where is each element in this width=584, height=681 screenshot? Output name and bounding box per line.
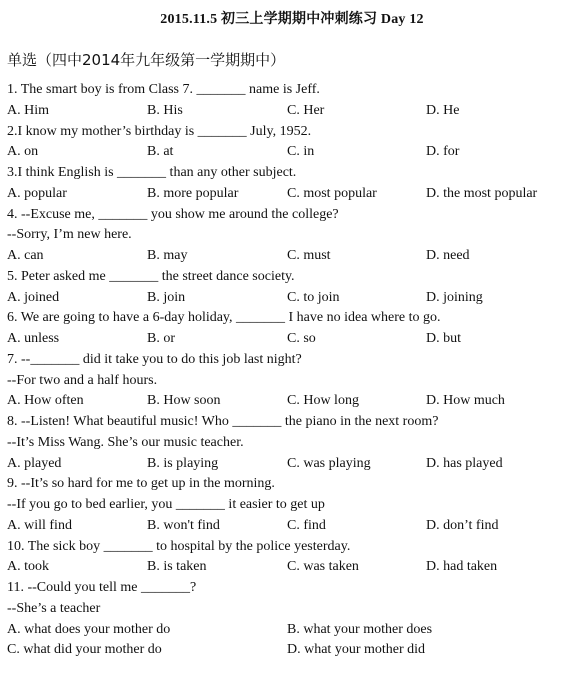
options-row: [7, 391, 582, 412]
question-3: [7, 163, 582, 205]
dialogue-line: --She’s a teacher: [7, 600, 101, 616]
options-row: [7, 454, 582, 475]
options-row: [7, 557, 582, 578]
options-row: [7, 288, 582, 309]
question-6: [7, 308, 582, 350]
option-d: D. has played: [426, 455, 503, 471]
question-stem: 7. --_______ did it take you to do this job last night?: [7, 351, 302, 367]
options-row: [7, 184, 582, 205]
option-d: D. need: [426, 248, 470, 263]
option-c: C. most popular: [287, 185, 377, 201]
option-a: A. will find: [7, 517, 72, 533]
question-stem: 6. We are going to have a 6-day holiday, _______ I have no idea where to go.: [7, 310, 441, 326]
option-c: C. Her: [287, 102, 325, 118]
option-c: C. was playing: [287, 455, 371, 471]
option-a: A. took: [7, 559, 49, 575]
question-8: [7, 412, 582, 474]
option-b: B. won't find: [147, 517, 220, 533]
option-d: D. for: [426, 144, 460, 160]
option-a: A. joined: [7, 289, 60, 305]
option-b: B. is taken: [147, 559, 207, 575]
question-4: [7, 205, 582, 267]
option-c: C. to join: [287, 289, 340, 305]
dialogue-line: --If you go to bed earlier, you _______ it easier to get up: [7, 497, 325, 512]
question-5: [7, 267, 582, 309]
section-heading: 单选（四中2014年九年级第一学期期中）: [7, 51, 286, 69]
option-c: C. so: [287, 331, 316, 346]
question-10: [7, 537, 582, 579]
options-row: [7, 142, 582, 163]
question-stem: 5. Peter asked me _______ the street dance society.: [7, 268, 295, 284]
option-a: A. what does your mother do: [7, 621, 171, 637]
option-d: D. How much: [426, 393, 505, 409]
dialogue-line: --For two and a half hours.: [7, 372, 158, 388]
option-c: C. How long: [287, 393, 359, 409]
option-a: A. on: [7, 144, 39, 160]
option-c: C. was taken: [287, 559, 359, 575]
option-d: D. had taken: [426, 559, 498, 575]
question-stem: 4. --Excuse me, _______ you show me around the college?: [7, 206, 339, 222]
question-11: [7, 578, 582, 661]
question-7: [7, 350, 582, 412]
option-b: B. may: [147, 248, 188, 263]
question-stem: 9. --It’s so hard for me to get up in the morning.: [7, 476, 275, 492]
option-b: B. more popular: [147, 185, 239, 201]
options-row: [7, 246, 582, 267]
option-d: D. He: [426, 102, 460, 118]
option-c: C. must: [287, 248, 331, 263]
option-a: A. popular: [7, 185, 67, 201]
option-a: A. can: [7, 248, 44, 263]
option-b: B. join: [147, 289, 186, 305]
question-stem: 1. The smart boy is from Class 7. _______ name is Jeff.: [7, 82, 320, 97]
question-stem: 11. --Could you tell me _______?: [7, 580, 197, 595]
dialogue-line: --Sorry, I’m new here.: [7, 227, 132, 243]
question-9: [7, 474, 582, 536]
option-c: C. in: [287, 144, 315, 160]
options-row: [7, 101, 582, 122]
option-d: D. don’t find: [426, 517, 499, 533]
dialogue-line: --It’s Miss Wang. She’s our music teacher.: [7, 434, 244, 450]
option-b: B. is playing: [147, 455, 219, 471]
option-d: D. joining: [426, 289, 483, 305]
option-b: B. at: [147, 144, 174, 160]
options-row: [7, 329, 582, 350]
option-c: C. find: [287, 517, 326, 533]
options-row: [7, 640, 582, 661]
option-a: A. played: [7, 455, 62, 471]
question-1: [7, 80, 582, 122]
question-stem: 8. --Listen! What beautiful music! Who _______ the piano in the next room?: [7, 414, 439, 429]
question-stem: 2.I know my mother’s birthday is _______ July, 1952.: [7, 123, 312, 139]
question-list: [7, 80, 582, 661]
option-a: A. How often: [7, 393, 84, 409]
question-2: [7, 122, 582, 164]
options-row: [7, 620, 582, 641]
option-b: B. How soon: [147, 393, 221, 409]
option-d: D. but: [426, 331, 461, 346]
option-a: A. unless: [7, 331, 60, 346]
option-b: B. His: [147, 102, 183, 118]
option-b: B. what your mother does: [287, 621, 433, 637]
page-title: 2015.11.5 初三上学期期中冲刺练习 Day 12: [160, 12, 424, 27]
option-c: C. what did your mother do: [7, 642, 162, 658]
options-row: [7, 516, 582, 537]
option-d: D. the most popular: [426, 185, 538, 201]
option-d: D. what your mother did: [287, 642, 426, 658]
question-stem: 10. The sick boy _______ to hospital by the police yesterday.: [7, 538, 351, 554]
question-stem: 3.I think English is _______ than any other subject.: [7, 165, 297, 180]
option-b: B. or: [147, 331, 175, 346]
option-a: A. Him: [7, 102, 49, 118]
